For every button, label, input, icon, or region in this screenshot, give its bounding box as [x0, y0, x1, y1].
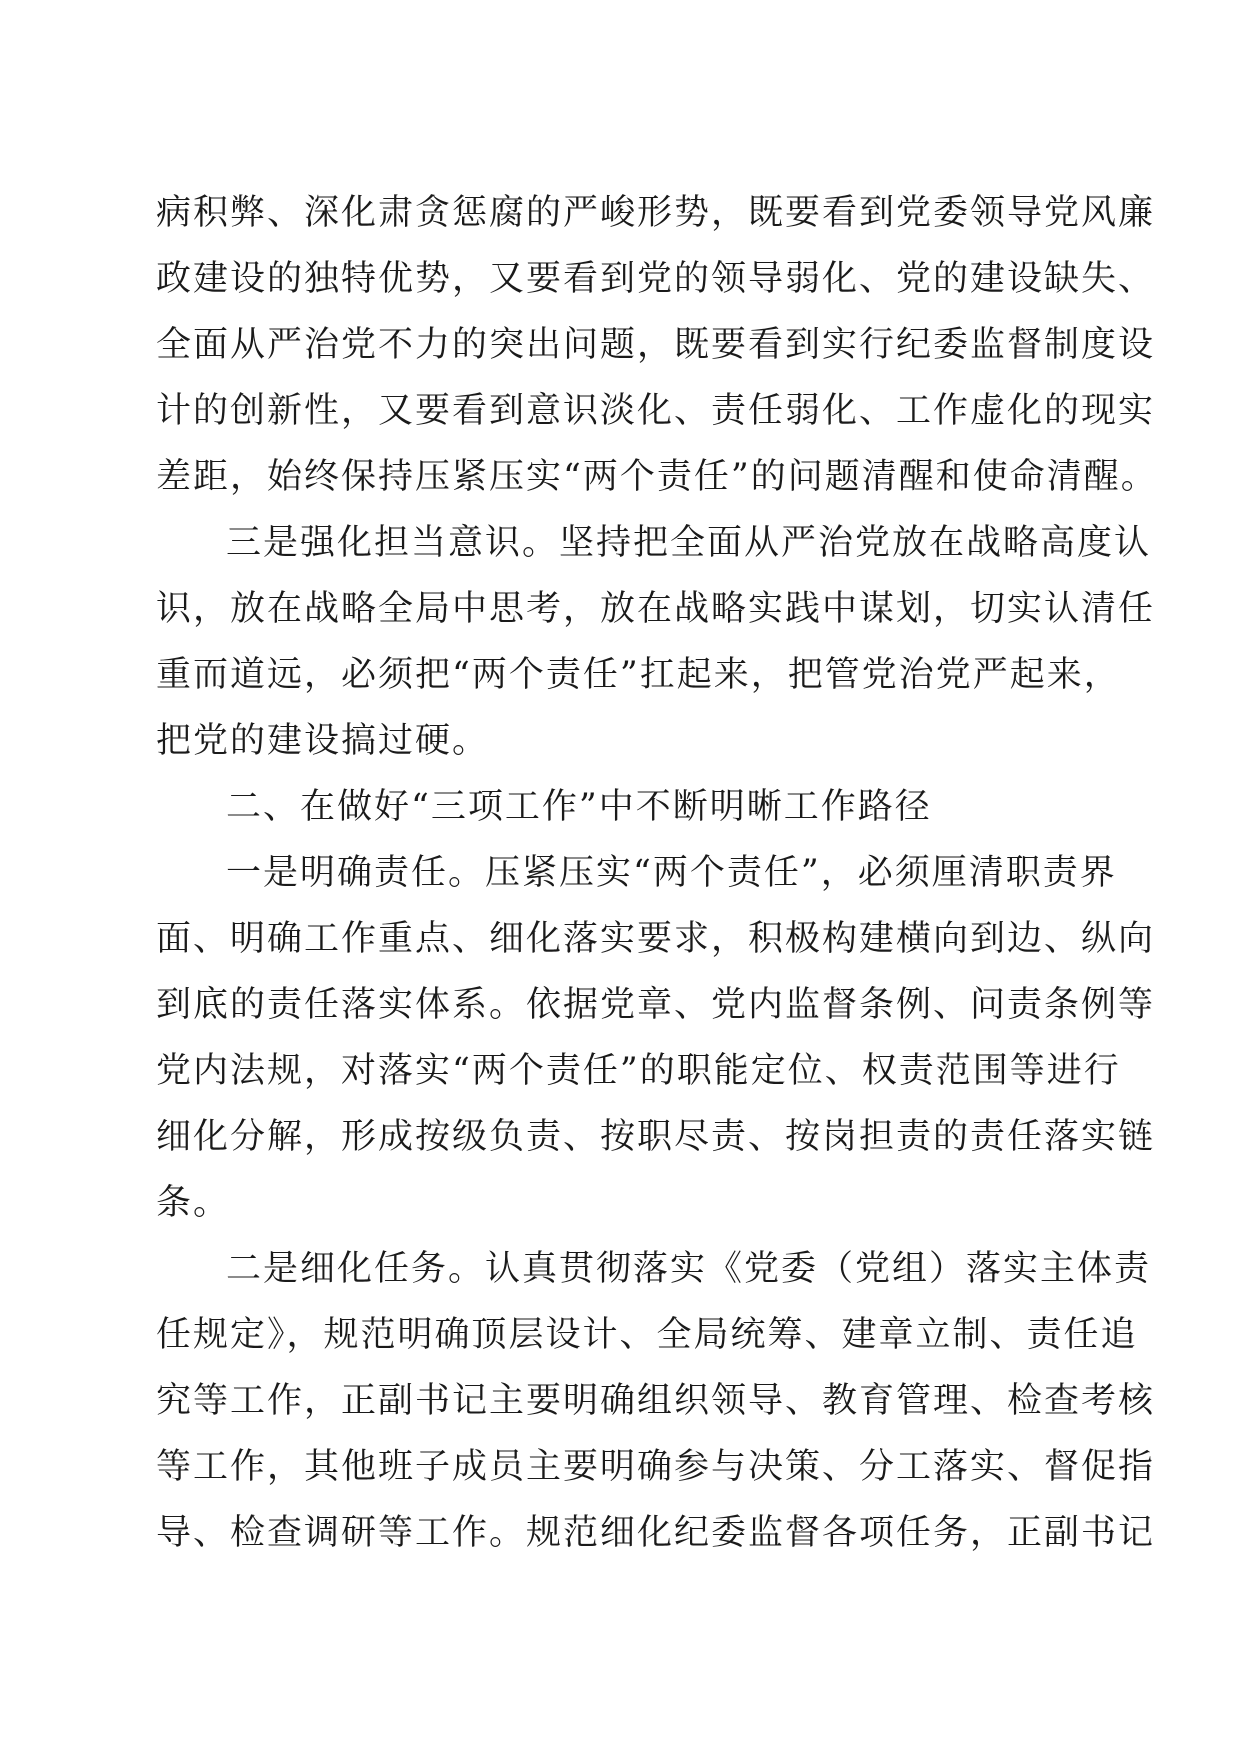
text-line: 条。	[156, 1183, 231, 1223]
paragraph-first-line: 二是细化任务。认真贯彻落实《党委（党组）落实主体责	[226, 1249, 1152, 1289]
body-text	[156, 180, 1158, 1566]
text-line: 究等工作，正副书记主要明确组织领导、教育管理、检查考核	[156, 1381, 1156, 1421]
text-line: 细化分解，形成按级负责、按职尽责、按岗担责的责任落实链	[156, 1117, 1156, 1157]
text-line: 全面从严治党不力的突出问题，既要看到实行纪委监督制度设	[156, 325, 1156, 365]
text-line: 任规定》，规范明确顶层设计、全局统筹、建章立制、责任追	[156, 1315, 1138, 1355]
text-line: 病积弊、深化肃贪惩腐的严峻形势，既要看到党委领导党风廉	[156, 193, 1156, 233]
text-line: 差距，始终保持压紧压实“两个责任”的问题清醒和使命清醒。	[156, 457, 1158, 497]
text-line: 计的创新性，又要看到意识淡化、责任弱化、工作虚化的现实	[156, 391, 1156, 431]
text-line: 把党的建设搞过硬。	[156, 721, 490, 761]
paragraph-first-line: 三是强化担当意识。坚持把全面从严治党放在战略高度认	[226, 523, 1152, 563]
text-line: 面、明确工作重点、细化落实要求，积极构建横向到边、纵向	[156, 919, 1156, 959]
paragraph-first-line: 一是明确责任。压紧压实“两个责任”，必须厘清职责界	[226, 853, 1117, 893]
text-line: 政建设的独特优势，又要看到党的领导弱化、党的建设缺失、	[156, 259, 1156, 299]
text-line: 到底的责任落实体系。依据党章、党内监督条例、问责条例等	[156, 985, 1156, 1025]
text-line: 重而道远，必须把“两个责任”扛起来，把管党治党严起来，	[156, 655, 1121, 695]
text-line: 导、检查调研等工作。规范细化纪委监督各项任务，正副书记	[156, 1513, 1156, 1553]
text-line: 识，放在战略全局中思考，放在战略实践中谋划，切实认清任	[156, 589, 1156, 629]
text-line: 党内法规，对落实“两个责任”的职能定位、权责范围等进行	[156, 1051, 1121, 1091]
text-line: 等工作，其他班子成员主要明确参与决策、分工落实、督促指	[156, 1447, 1156, 1487]
section-heading: 二、在做好“三项工作”中不断明晰工作路径	[226, 787, 932, 827]
